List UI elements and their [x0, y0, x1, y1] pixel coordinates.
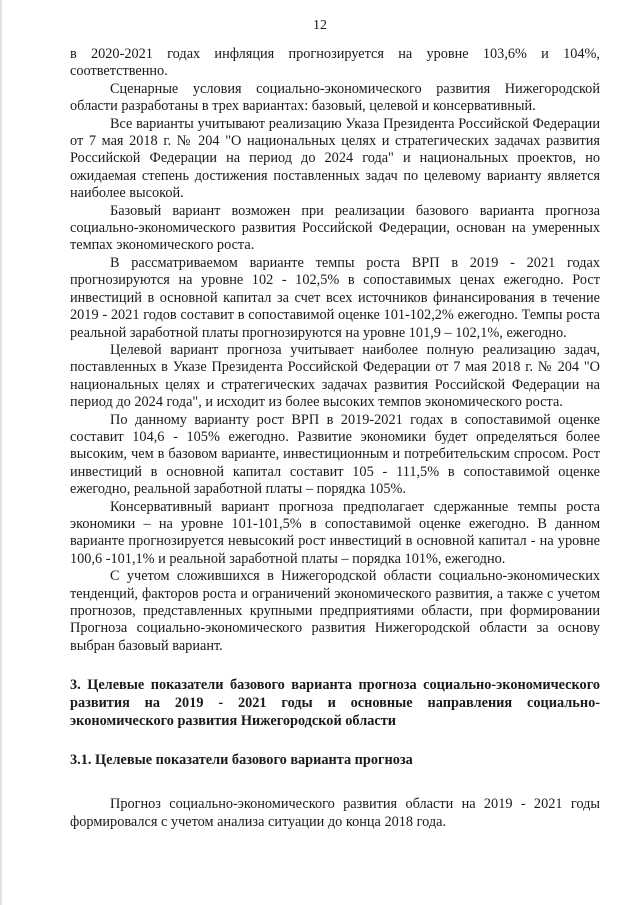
paragraph: С учетом сложившихся в Нижегородской области социально-экономических тенденций, факторов роста и ограничений экономического развития, а также с учетом прогнозов, представленных крупными предприятиями области, при формировании Прогноза социально-экономического развития Нижегородской области за основу выбран базовый вариант.	[70, 568, 600, 654]
subsection-heading: 3.1. Целевые показатели базового варианта прогноза	[70, 752, 413, 769]
paragraph: Прогноз социально-экономического развития области на 2019 - 2021 годы формировался с учетом анализа ситуации до конца 2018 года.	[70, 796, 600, 830]
paragraph: в 2020-2021 годах инфляция прогнозируется на уровне 103,6% и 104%, соответственно.	[70, 46, 600, 80]
scan-edge	[0, 0, 3, 905]
paragraph: Консервативный вариант прогноза предполагает сдержанные темпы роста экономики – на уровне 101-101,5% в сопоставимой оценке ежегодно. В данном варианте прогнозируется невысокий рост инвестиций в основной капитал - на уровне 100,6 -101,1% и реальной заработной платы – порядка 101%, ежегодно.	[70, 498, 600, 567]
paragraph: Все варианты учитывают реализацию Указа Президента Российской Федерации от 7 мая 2018 г. № 204 "О национальных целях и стратегических задачах развития Российской Федерации на период до 2024 года" и национальных проектов, но ожидаемая степень достижения поставленных задач по целевому варианту является наиболее высокой.	[70, 115, 600, 202]
document-body	[70, 46, 600, 831]
paragraph: В рассматриваемом варианте темпы роста ВРП в 2019 - 2021 годах прогнозируются на уровне 102 - 102,5% в сопоставимых ценах ежегодно. Рост инвестиций в основной капитал за счет всех источников финансирования в течение 2019 - 2021 годов составит в сопоставимой оценке 101-102,2% ежегодно. Темпы роста реальной заработной платы прогнозируются на уровне 101,9 – 102,1%, ежегодно.	[70, 254, 600, 341]
paragraph: Базовый вариант возможен при реализации базового варианта прогноза социально-экономического развития Российской Федерации, основан на умеренных темпах экономического роста.	[70, 202, 600, 254]
page-number: 12	[313, 18, 327, 33]
section-heading: 3. Целевые показатели базового варианта прогноза социально-экономического развития на 2019 - 2021 годы и основные направления социально-экономического развития Нижегородской области	[70, 677, 600, 730]
paragraph: Сценарные условия социально-экономического развития Нижегородской области разработаны в трех вариантах: базовый, целевой и консервативный.	[70, 80, 600, 115]
paragraph: По данному варианту рост ВРП в 2019-2021 годах в сопоставимой оценке составит 104,6 - 105% ежегодно. Развитие экономики будет определяться более высоким, чем в базовом варианте, инвестиционным и потребительским спросом. Рост инвестиций в основной капитал составит 105 - 111,5% в сопоставимой оценке ежегодно, реальной заработной платы – порядка 105%.	[70, 411, 600, 498]
paragraph: Целевой вариант прогноза учитывает наиболее полную реализацию задач, поставленных в Указе Президента Российской Федерации от 7 мая 2018 г. № 204 "О национальных целях и стратегических задачах развития Российской Федерации на период до 2024 года", и исходит из более высоких темпов экономического роста.	[70, 341, 600, 411]
